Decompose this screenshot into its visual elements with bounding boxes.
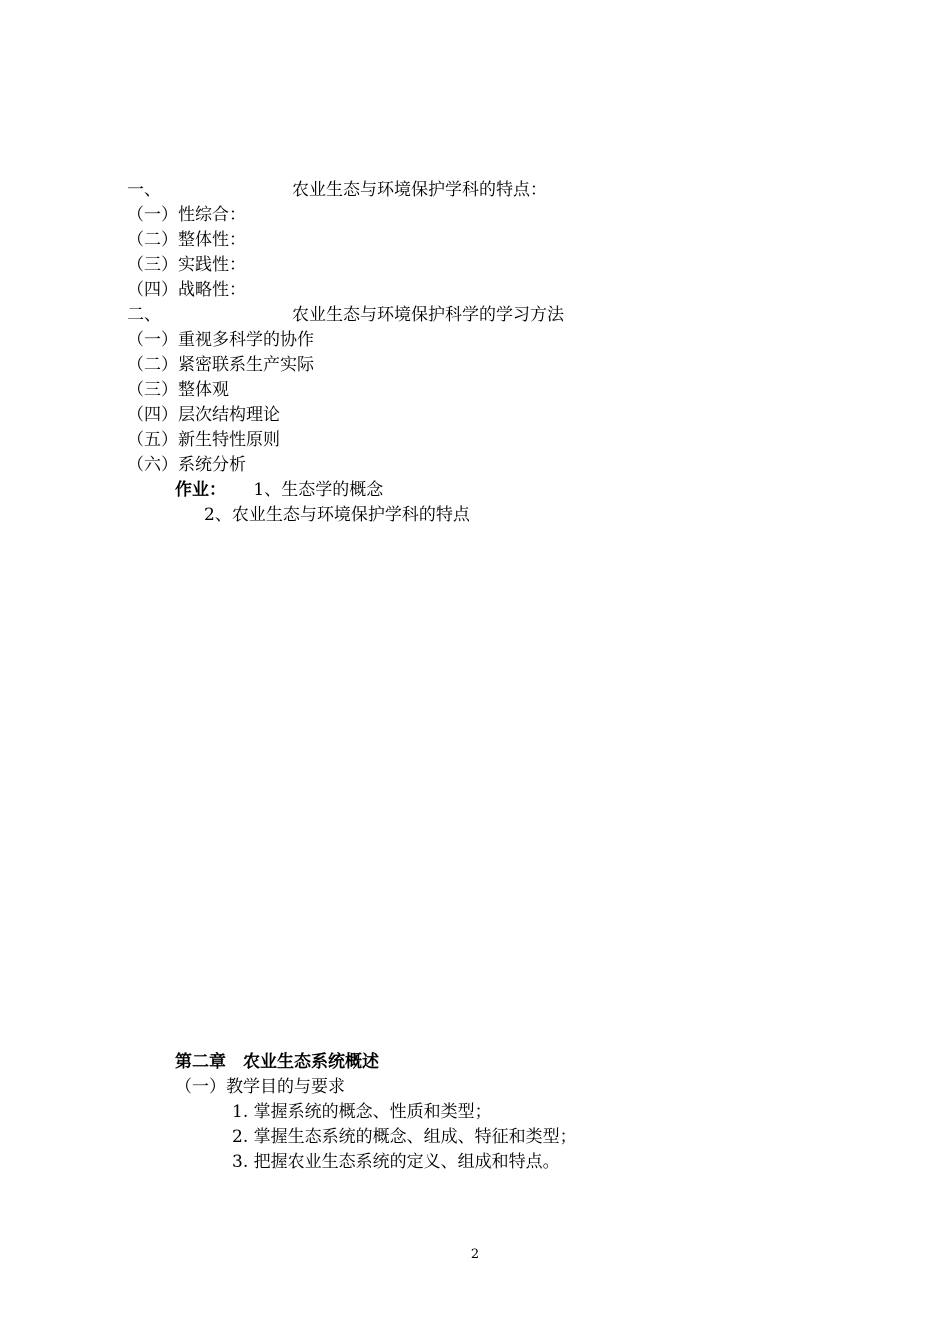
section2-title: 农业生态与环境保护科学的学习方法 — [292, 305, 564, 325]
section2-item: （六）系统分析 — [127, 455, 246, 475]
section2-item: （一）重视多科学的协作 — [127, 330, 314, 350]
chapter2-item: 3. 把握农业生态系统的定义、组成和特点。 — [232, 1152, 560, 1172]
section2-number: 二、 — [127, 305, 161, 325]
chapter2-item: 1. 掌握系统的概念、性质和类型； — [232, 1102, 492, 1122]
chapter2-subheading: （一）教学目的与要求 — [175, 1077, 345, 1097]
section1-item: （三）实践性： — [127, 255, 246, 275]
section1-item: （四）战略性： — [127, 280, 246, 300]
section2-item: （三）整体观 — [127, 380, 229, 400]
section1-title: 农业生态与环境保护学科的特点： — [292, 180, 547, 200]
section1-heading — [127, 178, 607, 203]
page-number: 2 — [470, 1247, 480, 1262]
chapter2-title: 第二章 农业生态系统概述 — [175, 1052, 379, 1072]
section2-item: （二）紧密联系生产实际 — [127, 355, 314, 375]
section2-item: （五）新生特性原则 — [127, 430, 280, 450]
homework-item: 1、生态学的概念 — [253, 480, 384, 500]
homework-item: 2、农业生态与环境保护学科的特点 — [204, 505, 470, 525]
section1-number: 一、 — [127, 180, 161, 200]
homework-label: 作业： — [175, 480, 226, 500]
section2-heading — [127, 303, 607, 328]
section2-item: （四）层次结构理论 — [127, 405, 280, 425]
chapter2-item: 2. 掌握生态系统的概念、组成、特征和类型； — [232, 1127, 577, 1147]
section1-item: （一）性综合： — [127, 205, 246, 225]
section1-item: （二）整体性： — [127, 230, 246, 250]
homework-line-1 — [175, 478, 383, 503]
